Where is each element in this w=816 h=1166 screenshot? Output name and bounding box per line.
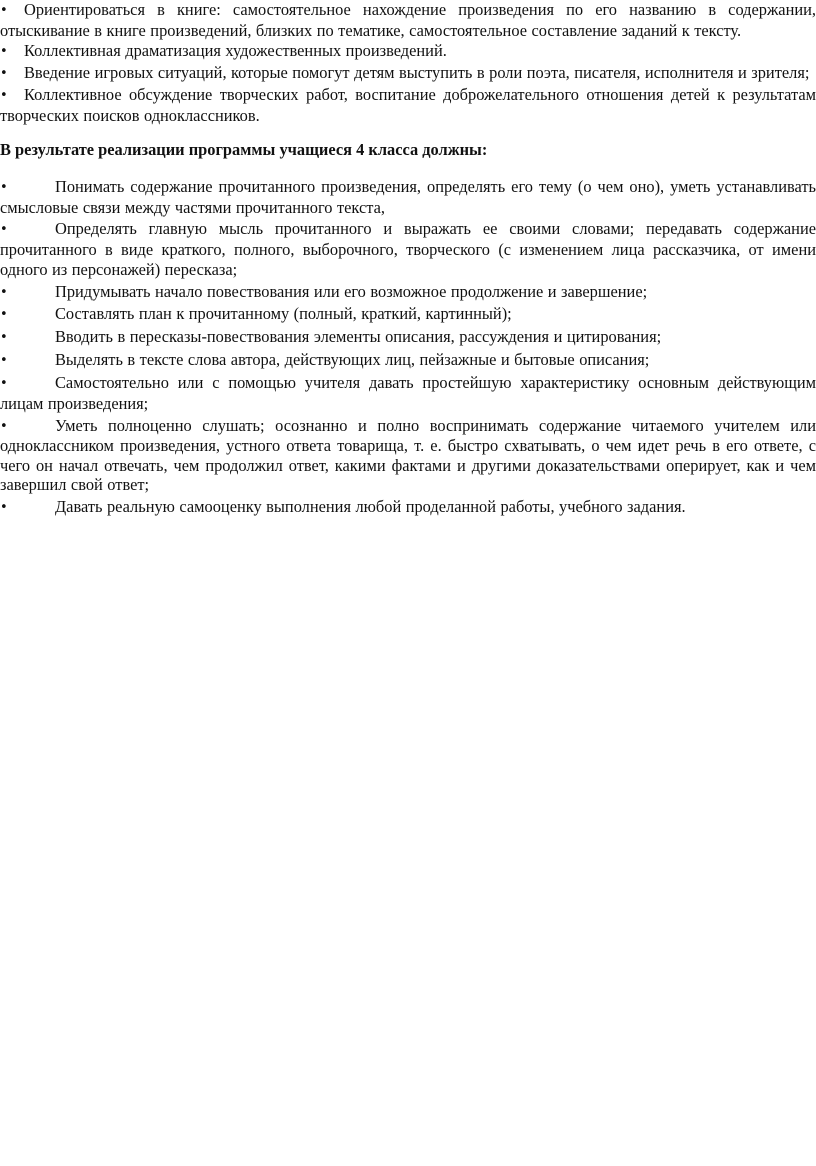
list-item — [0, 177, 816, 217]
list-item — [0, 373, 816, 413]
list-item-text: Придумывать начало повествования или его возможное продолжение и завершение; — [55, 281, 648, 301]
list-item — [0, 327, 816, 348]
bullet-icon: • — [0, 44, 8, 60]
learning-outcomes-list — [0, 177, 816, 520]
list-item-text: Определять главную мысль прочитанного и выражать ее своими словами; передавать содержание прочитанного в виде краткого, полного, выборочного, творческого (с изменением лица рассказчика, от имени одного из персонажей) пересказа; — [0, 219, 816, 279]
bullet-icon: • — [0, 284, 8, 300]
list-item — [0, 282, 816, 303]
bullet-icon: • — [0, 66, 8, 82]
bullet-icon: • — [0, 87, 8, 103]
list-item — [0, 219, 816, 279]
list-item-text: Вводить в пересказы-повествования элементы описания, рассуждения и цитирования; — [55, 327, 662, 347]
list-item — [0, 416, 816, 495]
list-item-text: Коллективная драматизация художественных произведений. — [24, 41, 447, 61]
list-item-text: Уметь полноценно слушать; осознанно и полно воспринимать содержание читаемого учителем или одноклассником произведения, устного ответа товарища, т. е. быстро схватывать, о чем идет речь в его ответе, с чего он начал отвечать, чем продолжил ответ, какими фактами и другими доказательствами оперирует, как и чем завершил свой ответ; — [0, 415, 816, 495]
list-item-text: Введение игровых ситуаций, которые помогут детям выступить в роли поэта, писателя, исполнителя и зрителя; — [24, 63, 810, 83]
bullet-icon: • — [0, 353, 8, 369]
bullet-icon: • — [0, 222, 8, 238]
list-item-text: Составлять план к прочитанному (полный, краткий, картинный); — [55, 304, 512, 324]
list-item-text: Самостоятельно или с помощью учителя давать простейшую характеристику основным действующим лицам произведения; — [0, 373, 816, 413]
bullet-icon: • — [0, 330, 8, 346]
list-item — [0, 0, 816, 40]
bullet-icon: • — [0, 180, 8, 195]
list-item — [0, 304, 816, 325]
bullet-icon: • — [0, 376, 8, 392]
list-item — [0, 63, 816, 84]
list-item-text: Давать реальную самооценку выполнения любой проделанной работы, учебного задания. — [55, 497, 686, 517]
bullet-icon: • — [0, 307, 8, 323]
section-heading: В результате реализации программы учащиеся 4 класса должны: — [0, 140, 488, 159]
list-item-text: Понимать содержание прочитанного произведения, определять его тему (о чем оно), уметь устанавливать смысловые связи между частями прочитанного текста, — [0, 177, 816, 217]
list-item — [0, 497, 816, 518]
list-item-text: Выделять в тексте слова автора, действующих лиц, пейзажные и бытовые описания; — [55, 350, 650, 370]
list-item-text: Коллективное обсуждение творческих работ, воспитание доброжелательного отношения детей к результатам творческих поисков одноклассников. — [0, 84, 816, 125]
list-item — [0, 85, 816, 125]
activities-list — [0, 0, 816, 126]
bullet-icon: • — [0, 418, 8, 434]
list-item — [0, 350, 816, 371]
list-item-text: Ориентироваться в книге: самостоятельное нахождение произведения по его названию в содержании, отыскивание в книге произведений, близких по тематике, самостоятельное составление заданий к тексту. — [0, 0, 816, 40]
list-item — [0, 41, 816, 62]
bullet-icon: • — [0, 3, 8, 18]
bullet-icon: • — [0, 500, 8, 516]
